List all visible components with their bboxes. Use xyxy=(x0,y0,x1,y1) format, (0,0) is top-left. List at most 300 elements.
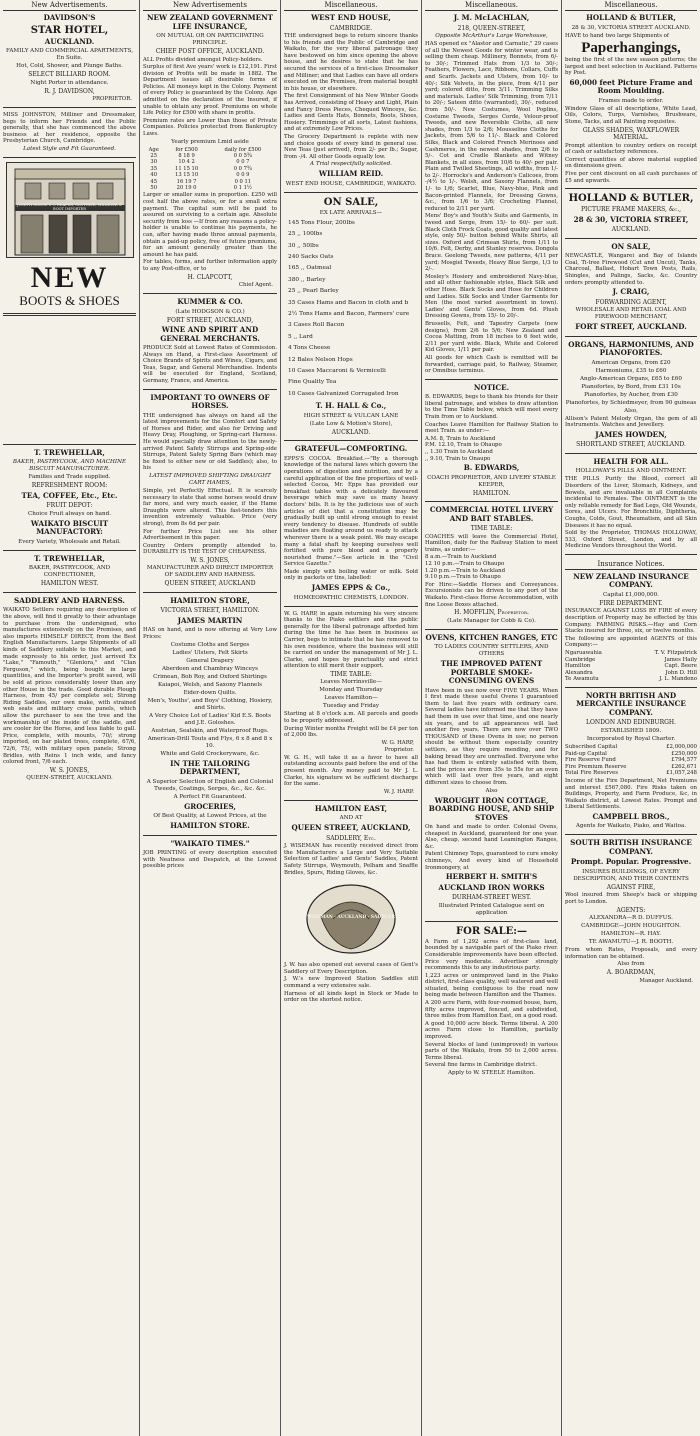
address: FORT STREET, AUCKLAND. xyxy=(575,322,687,332)
ad-body: Have been in use now over FIVE YEARS. When I first made these useful Ovens I guaranteed them to last five years with ordinary care. Several ladies have informed me that they have had them in use over that time, and one nearly six years, and to all appearances will last another five years. There are now over TWO THOUSAND of these Ovens in use; no person should be without them especially country settlers, as they require mending, and for baking bread they are unrivalled. Everyone who has had them is entirely satisfied with them, and the prices are from 35s to 55s for an oven which will last over five years, and eight different sizes to choose from. xyxy=(425,687,558,786)
west-end-house-ad xyxy=(284,14,418,188)
agent-town: Hamilton xyxy=(565,663,591,670)
saddlery-ad xyxy=(3,597,136,782)
ad-body: Wool insured from Sheep's back or shipping port to London. xyxy=(565,892,697,905)
harp-carrier-ad xyxy=(284,611,418,796)
signature: WILLIAM REID. xyxy=(318,169,384,179)
sale-list xyxy=(284,218,418,401)
agent-town: Alexandra xyxy=(565,669,593,676)
ad-body: MISS JOHNSTON, Milliner and Dressmaker, begs to inform her Friends and the Public generally, that she has commenced the above business at her residence, opposite the Presbyterian Church, Cambridge. xyxy=(3,112,136,145)
row-label: Subscribed Capital xyxy=(565,743,618,750)
ad-body: A good 10,000 acre block. Terms liberal. A 200 acres Farm close to Hamilton, partially improved. xyxy=(425,1020,558,1041)
ad-body: ALL Profits divided amongst Policy-holders. xyxy=(143,56,263,63)
holland-butler-ad-2 xyxy=(565,193,697,234)
signature-title: HOMŒOPATHIC CHEMISTS, LONDON. xyxy=(293,594,409,601)
place: LONDON AND EDINBURGH. xyxy=(585,719,677,727)
ad-body: J. W. has also opened out several cases of Gent's Saddlery of Every Description. xyxy=(284,962,418,975)
ad-body: HAS on hand, and is now offering at Very Low Prices: xyxy=(143,627,277,641)
list-item: Fine Quality Tea xyxy=(288,379,337,386)
list-item xyxy=(565,663,697,670)
address: 28 & 30, VICTORIA STREET AUCKLAND. xyxy=(571,24,691,31)
signature-title: (Late Manager for Cobb & Co). xyxy=(447,617,536,624)
ad-body: 1,223 acres or unimproved land in the Piako district, first-class quality, well watered and well situated, being contiguous to the road now being made between Hamilton and the Thames. xyxy=(425,972,558,999)
ad-body: Made simply with boiling water or milk. Sold only in packets or tins, labelled: xyxy=(284,568,418,582)
ad-body: Brussells, Felt, and Tapestry Carpets (new designs), from 2/6 to 5/6; New Zealand and Cocoa Matting, from 18 inches to 6 feet wide, 2/11 per yard wide. Black, White and Colored Kid Gloves, 1/11 per pair. xyxy=(425,320,558,354)
ad-tagline: A Trial respectfully solicited. xyxy=(310,161,392,168)
ad-title: ON SALE, xyxy=(323,196,379,208)
ad-sub: PICTURE FRAME MAKERS, &c., xyxy=(580,206,682,214)
list-item: American Organs, from £20 xyxy=(591,359,671,366)
signature: AUCKLAND IRON WORKS xyxy=(438,882,545,892)
address: Opposite McArthur's Large Warehouse, xyxy=(435,33,548,39)
list-item: Costume Cloths and Serges xyxy=(170,641,250,648)
list-item: Tuesday and Friday xyxy=(322,703,380,710)
list-item xyxy=(565,670,697,677)
signature: W. S. JONES, xyxy=(190,556,230,564)
on-sale-ad xyxy=(284,197,418,437)
table-cell: 0 0 5¾ xyxy=(233,153,252,160)
column-heading: Miscellaneous. xyxy=(565,0,697,11)
row-value: £250,000 xyxy=(671,750,697,757)
agent-town: Te Awamutu xyxy=(565,676,599,683)
list-item: 165 ,, Oatmeal xyxy=(288,265,332,272)
ad-body: The first Consignment of his New Winter Goods has Arrived, consisting of Heavy and Light, Plain and Fancy Dress Pieces, Chequed Winceys, &c. Ladies and Gents Hats, Bonnets, Boots, Shoes, Hosiery. Trimmings of all sorts, Latest fashions, and at extremely Low Prices. xyxy=(284,93,418,133)
list-item: A Superior Selection of English and Colonial Tweeds, Coatings, Serges, &c., &c. &c. xyxy=(146,778,274,792)
kummer-ad xyxy=(143,298,277,385)
ad-title: ORGANS, HARMONIUMS, AND PIANOFORTES. xyxy=(568,339,694,358)
ad-title: HOLLAND & BUTLER, xyxy=(568,193,694,205)
ad-body: J. W.'s new Improved Station Saddles still command a very extensive sale. xyxy=(284,976,418,989)
list-item: Crimean, Bob Roy, and Oxford Shirtings xyxy=(153,673,267,680)
list-item xyxy=(565,757,697,764)
ad-title: HAMILTON STORE, xyxy=(170,595,250,605)
table-cell: 50 xyxy=(150,185,158,192)
ad-title: NEW ZEALAND INSURANCE COMPANY. xyxy=(573,571,689,590)
address: 28 & 30, VICTORIA STREET, xyxy=(573,214,689,224)
rates-title: Yearly premium Lmid aside xyxy=(171,138,249,145)
ad-title: HEALTH FOR ALL. xyxy=(593,456,669,466)
list-item: Pianofortes, by Bord, from £31 10s xyxy=(581,383,681,390)
list-item: Eider-down Quilts. xyxy=(183,689,237,696)
ad-title: IMPORTANT TO OWNERS OF HORSES. xyxy=(150,392,270,411)
table-header: daily for £500 xyxy=(224,146,262,153)
ad-title: "WAIKATO TIMES." xyxy=(170,838,250,848)
ad-title: GRATEFUL—COMFORTING. xyxy=(294,444,408,454)
hotel-name: STAR HOTEL, xyxy=(30,24,109,36)
signature: JAMES HOWDEN, xyxy=(595,429,667,439)
list-item: 25 ,, Pearl Barley xyxy=(288,288,339,295)
list-item: American-Drill Touts and Flys, 6 x 8 and 8 x 10. xyxy=(147,735,273,749)
signature: A. BOARDMAN, xyxy=(606,969,656,977)
list-item: 12 Bales Nelson Hops xyxy=(288,356,353,363)
signature: H. CLAPCOTT, xyxy=(187,273,233,281)
ad-body: NEWCASTLE, Wangarei and Bay of Islands Coal, Ti-tree Firewood (Cut and Uncut), Tanks, Charcoal, Ballast, Hobart Town Posts, Rails, Shingles, and Palings, Sacks, &c. Country orders promptly attended to. xyxy=(565,253,697,286)
place: CAMBRIDGE. xyxy=(329,24,373,32)
ad-line: 60,000 feet Picture Frame and Room Moulding. xyxy=(569,77,693,96)
ad-line: Every Variety, Wholesale and Retail. xyxy=(18,538,121,545)
section-title: TIME TABLE: xyxy=(330,670,372,678)
address: QUEEN STREET, AUCKLAND, xyxy=(291,823,411,833)
signature-title: Manager Auckland. xyxy=(639,977,693,984)
list-item: Austrian, Sealskin, and Waterproof Rugs. xyxy=(151,727,269,734)
ad-body: For further Price List see his other Advertisement in this paper. xyxy=(143,528,277,542)
table-cell: 0 0 7 xyxy=(236,159,250,166)
table-cell: 16 19 7 xyxy=(176,178,197,185)
davidson-ad xyxy=(3,14,136,103)
ad-body: J. WISEMAN has recently received direct from the Manufacturers a Large and Very Suitable Selection of Ladies' and Gents' Saddles, Patent Safety Stirrups, Weymouth, Pelham and Snaffle Bridles, Spurs, Riding Gloves, &c. xyxy=(284,843,418,876)
ad-sub: TO LADIES COUNTRY SETTLERS, AND OTHERS xyxy=(434,644,549,658)
list-item: 25 ,, 100lbs xyxy=(288,231,323,238)
agent-name: James Haily xyxy=(664,656,697,663)
banner-boots-shoes: BOOTS & SHOES xyxy=(19,292,120,308)
ad-line: FAMILY AND COMMERCIAL APARTMENTS, En Suite. xyxy=(5,48,134,61)
address: HIGH STREET & VULCAN LANE xyxy=(303,412,399,419)
list-item: 4 Tons Cheese xyxy=(288,345,331,352)
list-item: General Drapery xyxy=(186,657,234,664)
holland-butler-ad xyxy=(565,14,697,184)
ad-title: COMMERCIAL HOTEL LIVERY AND BAIT STABLES. xyxy=(429,505,554,523)
list-item: 30 ,, 50lbs xyxy=(288,242,319,249)
johnston-ad xyxy=(3,112,136,153)
row-value: £1,057,248 xyxy=(666,770,697,777)
list-item: 240 Sacks Oats xyxy=(288,254,334,260)
table-cell: 0 0 7¾ xyxy=(233,165,252,172)
ad-title: J. M. McLACHLAN, xyxy=(453,13,530,22)
list-item: 3 Cases Roll Bacon xyxy=(288,322,345,329)
ad-body: Correct quantities of above material supplied on dimensions given. xyxy=(565,156,697,170)
signature: J. CRAIG, xyxy=(612,287,650,297)
ad-body: For tables, forms, and further information apply to any Post-office, or to xyxy=(143,259,277,272)
ad-title: T. TREWHELLAR, xyxy=(34,447,105,457)
nz-insurance-ad xyxy=(565,573,697,683)
ad-title: HAMILTON EAST, xyxy=(314,803,388,813)
ad-sub: Incorporated by Royal Charter. xyxy=(586,735,676,742)
ad-line: GLASS SHADES, WAXFLOWER MATERIAL. xyxy=(582,126,680,142)
list-item: 12 10 p.m.—Train to Ohaupo xyxy=(425,561,505,567)
ad-title: NEW ZEALAND GOVERNMENT LIFE INSURANCE, xyxy=(146,13,274,31)
commercial-hotel-ad xyxy=(425,506,558,625)
ad-title: KUMMER & CO. xyxy=(177,297,243,307)
list-item: Monday and Thursday xyxy=(319,687,383,694)
list-item: 9.10 p.m.—Train to Ohaupo xyxy=(425,574,501,581)
ad-office: CHIEF POST OFFICE, AUCKLAND. xyxy=(155,48,265,55)
table-cell: 30 xyxy=(150,159,158,166)
list-item: A.M. 8, Train to Auckland xyxy=(425,435,496,442)
ad-title: WROUGHT IRON COTTAGE, BOARDING HOUSE, AND SHIP STOVES xyxy=(428,795,555,822)
ad-sub: (Late HODGSON & CO.) xyxy=(175,308,245,315)
ad-body: JOB PRINTING of every description executed with Neatness and Despatch, at the Lowest possible prices xyxy=(143,850,277,870)
ad-body: Premium rates are Lower than those of Private Companies. Policies protected from Bankruptcy Laws. xyxy=(143,117,277,138)
ad-body: Starting at 8 o'clock a.m. All parcels and goods to be properly addressed. xyxy=(284,711,418,724)
ad-body: Prompt attention to country orders on receipt of cash or satisfactory references. xyxy=(565,142,697,156)
ad-body: HAVE to hand two large Shipments of xyxy=(565,32,669,39)
list-item: Ladies' Ulsters, Felt Skirts xyxy=(172,649,248,656)
ad-body: Sold by the Proprietor, THOMAS HOLLOWAY, 533, Oxford Street, London, and by all Medicine Vendors throughout the World. xyxy=(565,530,697,550)
address: 218, QUEEN-STREET, xyxy=(457,24,526,32)
signature: CAMPBELL BROS., xyxy=(592,811,670,821)
ad-title: HOLLAND & BUTLER, xyxy=(586,13,676,22)
ad-body: EPPS'S COCOA. Breakfast.—"By a thorough knowledge of the natural laws which govern the operations of digestion and nutrition, and by a careful application of the fine properties of well-selected Cocoa, Mr. Epps has provided our breakfast tables with a delicately flavoured beverage which may save us many heavy doctors' bills. It is by the judicious use of such articles of diet that a constitution may be gradually built up until strong enough to resist every tendency to disease. Hundreds of subtle maladies are floating around us ready to attack wherever there is a weak point. We may escape many a fatal shaft by keeping ourselves well fortified with pure blood and a properly nourished frame."—See article in the "Civil Service Gazette." xyxy=(284,455,418,568)
list-item xyxy=(565,770,697,777)
signature-title: Proprietor. xyxy=(384,746,414,753)
table-cell: 35 xyxy=(150,165,158,172)
ad-body: Larger or smaller sums in proportion. £250 will cost half the above rates, or for a small extra payment. The capital sum will be paid to assured on surviving to a certain age. Absolute security from loss —If from any reasons a policy-holder is unable to continue his payments, he can, after having made three annual payments, obtain a paid-up policy, free of future premiums, for an amount generally greater than the amount he has paid. xyxy=(143,192,277,258)
row-value: £262,671 xyxy=(671,763,697,770)
ad-body: From whom Rates, Proposals, and every information can be obtained. xyxy=(565,947,697,960)
list-item: Anglo-American Organs, £65 to £60 xyxy=(580,375,682,382)
ad-title: OVENS, KITCHEN RANGES, ETC xyxy=(425,632,558,642)
ad-title: T. TREWHELLAR, xyxy=(34,553,105,563)
ad-title: FOR SALE:— xyxy=(456,925,527,937)
ad-sub: Capital £1,000,000. xyxy=(603,591,659,598)
agent-name: John D. Hill xyxy=(665,669,697,676)
list-item: 2½ Tons Hams and Bacon, Farmers' cure xyxy=(288,311,410,318)
list-item: Of Best Quality, at Lowest Prices, at the xyxy=(153,813,267,820)
list-item: Harmoniums, £35 to £60 xyxy=(595,367,667,374)
row-value: £2,000,000 xyxy=(666,743,697,750)
ad-body: Several blocks of land (unimproved) in various parts of the Waikato, from 50 to 2,000 acres. Terms liberal. xyxy=(425,1041,558,1061)
list-item: Pianofortes, by Schiedmeyer, from 90 guineas xyxy=(565,399,697,406)
wiseman-saddlery-ad xyxy=(284,805,418,1004)
list-item: 10 Cases Galvanized Corrugated Iron xyxy=(288,390,399,397)
ad-body: The following are appointed AGENTS of this Company:— xyxy=(565,635,697,649)
table-cell: 25 xyxy=(150,153,158,160)
ad-title: NOTICE. xyxy=(473,382,510,392)
building-caption: JOSEPH HODGE'S — DRAPER, CLOTHIER, MILLINER & BOOT IMPORTER xyxy=(17,202,122,211)
ad-body: Coaches Leave Hamilton for Railway Station to meet Train. as under:— xyxy=(425,421,558,435)
saddle-caption: WISEMAN · AUCKLAND · SADDLER xyxy=(306,915,396,921)
ad-body: THE undersigned begs to return sincere thanks to his friends and the Public of Cambridge and Waikato, for the very liberal patronage they have bestowed on him since opening the above house, and he desires to state that he has secured the services of a first-class Dressmaker and Milliner; and that Ladies can have all orders executed on the Premises, from material bought in his house, or elsewhere. xyxy=(284,33,418,92)
agent-town: Ngaruawahia xyxy=(565,649,602,656)
list-item: HAMILTON—R. HAY. xyxy=(600,931,662,938)
column-4 xyxy=(422,0,562,1436)
list-item: 35 Cases Hams and Bacon in cloth and b xyxy=(288,299,409,306)
table-cell: 8 18 9 xyxy=(178,153,195,160)
place: AUCKLAND. xyxy=(611,226,651,234)
table-header: for £500 xyxy=(175,146,198,153)
ad-highlight: LATEST IMPROVED SHIFTING DRAUGHT CART HAMES, xyxy=(149,473,271,486)
ad-trade: BAKER, PASTRYCOOK, AND CONFECTIONER, xyxy=(28,565,111,579)
storefront-illustration xyxy=(6,162,134,258)
table-cell: 10 4 2 xyxy=(178,159,195,166)
ad-body: Allison's Patent Melody Organ, the gem of all Instruments. Watches and Jewellery. xyxy=(565,415,697,429)
ad-body: WAIKATO Settlers requiring any description of the above, will find it greatly to their advantage to purchase from the undersigned, who manufactures extensively on the Premises, and also imports HIMSELF DIRECT, from the Best English Manufacturers. Large Shipments of all kinds of Saddlery suitable to this Market, and made expressly to his order, just arrived Ex "Lake," "Famouth," "Glenlora," and "Clan Ferguson," which, being bought in large quantities, and the Importer's profit saved, will be sold at prices considerably lower than any other House in the trade. Good durable Plough Harness, from 45/ per complete set; Strong Riding Saddles, our own make, with strained web seats and military cross panels, which allow the purchaser to see the tree and the workmanship of the inside of the saddle, and are cooler for the Horse, and less liable to gall. Price, complete, with mounts, 70/; strong imported, on bar plated trees, complete, 67/6, 72/6, 75/, with military open panels; Strong Bridles, with Reins 1 inch wide, and fancy colored front, 7/6 each. xyxy=(3,607,136,766)
column-1 xyxy=(0,0,140,1436)
list-item: TE AWAMUTU—J. R. BOOTH. xyxy=(588,939,674,946)
ad-body: Country Orders promptly attended to. DURABILITY IS THE TEST OF CHEAPNESS. xyxy=(143,542,277,556)
trewhellar-ad xyxy=(3,449,136,546)
ad-line: Frames made to order. xyxy=(598,97,664,104)
agent-name: T. V. Fitzpatrick xyxy=(654,649,697,656)
craig-coal-ad xyxy=(565,243,697,332)
proprietor: JAMES MARTIN xyxy=(177,615,243,625)
for-sale-ad xyxy=(425,926,558,1077)
signature-title: Agents for Waikato, Piako, and Waitoa. xyxy=(575,823,687,830)
list-item: Leaves Hamilton— xyxy=(324,695,378,702)
list-item: P.M. 12.10, Train to Ohaupo xyxy=(425,442,502,449)
list-item: 5 ,, Lard xyxy=(288,333,313,340)
ad-trade: MANUFACTURER AND DIRECT IMPORTER OF SADDLERY AND HARNESS. xyxy=(146,565,274,579)
list-item xyxy=(565,650,697,657)
ad-body: Harness of all kinds kept in Stock or Made to order on the shortest notice. xyxy=(284,990,418,1004)
agent-name: Capt. Beere xyxy=(664,663,697,670)
boots-banner xyxy=(3,260,136,308)
list-item: White and Gold Crockeryware, &c. xyxy=(160,750,260,757)
ad-tagline: Latest Style and Fit Guaranteed. xyxy=(23,145,116,152)
trewhellar-ad-2 xyxy=(3,555,136,588)
list-item: Kaiapoi, Welsh, and Saxony Flannels xyxy=(157,681,263,688)
ad-body: being the first of the new season patterns; the largest and best selection in Auckland. Patterns by Post. xyxy=(565,57,697,77)
signature: W. J. HARP. xyxy=(383,788,414,795)
horses-ad xyxy=(143,394,277,588)
column-heading: Miscellaneous. xyxy=(425,0,558,11)
signature: W. S. JONES, xyxy=(49,766,90,774)
section-title: HAMILTON STORE. xyxy=(170,821,250,831)
ovens-ad xyxy=(425,634,558,917)
section-title: GROCERIES, xyxy=(184,801,236,811)
table-cell: 40 xyxy=(150,172,158,179)
signature: H. MOFFLIN, Proprietor. xyxy=(454,609,529,617)
ad-body: On hand and made to order. Colonial Ovens, cheapest in Auckland, guaranteed for one year. Also, cheap, second hand Leamington Ranges, &c. xyxy=(425,824,558,850)
list-item: Aberdeen and Chambray Winceys xyxy=(161,665,259,672)
address: DURHAM-STREET WEST. xyxy=(451,894,532,902)
signature: Apply to W. STEELE Hamilton. xyxy=(447,1070,536,1076)
ad-body: Mens' Boy's and Youth's Suits and Garments, in tweed and Serge, from 15/- to 60/- per suit. Black Cloth Frock Coats, good quality and latest style, only 50/- button behind White Shirts, all sizes. Oxford and Crimean Shirts, from 1/11 to 10/6. Felt, Derby, and Stanley reserves. Dongola Brace. Geelong Tweeds, new patterns, 4/11 per yard; Mosgiel Tweeds, Heavy Blue Serge, 1/3 to 2/-. xyxy=(425,213,558,273)
list-item: 380 ,, Barley xyxy=(288,276,326,283)
ad-body: Mosley's Hosiery and embroidered Navy-blue, and all other fashionable styles, Black Silk and other Hose. Black Socks and Hose for Children and Ladies. Silk Socks and Under Garments for Men (the most varied assortment in town). Ladies' and Gents' Gloves, from 6d. Plush Dressing Gowns, from 15/- to 20/-. xyxy=(425,273,558,320)
table-cell: 11 15 10 xyxy=(175,165,199,172)
list-item: 8 a.m.—Train to Auckland xyxy=(425,554,497,561)
list-item xyxy=(565,657,697,664)
agent-name: J. L. Mandeno xyxy=(659,676,697,683)
row-label: Fire Premium Reserve xyxy=(565,763,627,770)
ad-body: B. EDWARDS, begs to thank his friends for their liberal patronage, and wishes to draw attention to the Time Table below, which will meet every Train from or to Auckland. xyxy=(425,394,558,420)
table-cell: 0 0 9 xyxy=(236,172,250,179)
list-item: ,, 9.10, Train to Onaupo xyxy=(425,455,491,462)
ad-body: Five per cent discount on all cash purchases of £5 and upwards. xyxy=(565,171,697,184)
table-cell: 0 1 1½ xyxy=(233,185,252,192)
ad-body: THE undersigned has always on hand all the latest improvements for the Comfort and Safety of Horses and Rider, and also for Driving and Heavy Dray, Ploughing, or Spring-cart Harness. He would specially draw attention to the newly-arrived Patent Safety Stirrups and Spring-side Stirrups, Patent Safety Spring Bars (which may be fixed to either new or old Saddles); also, to his xyxy=(143,412,277,472)
ad-body: INSURANCE AGAINST LOSS BY FIRE of every description of Property may be effected by this Company. FARMING RISKS.—Hay and Corn Stacks insured for three, six, or twelve months. xyxy=(565,608,697,635)
ad-body: Surplus of first Ave years' work is £12,191. First division of Profits will be made in 1882. The Department issues all desirable forms of Policies. All moneys kept in the Colony. Payment of every Policy is guaranteed by the Colony. Age admitted on the declaration of the Insured, if unable to obtain any proof. Premiums on whole Life Policy for £500 with share in profits. xyxy=(143,64,277,117)
signature: T. H. HALL & Co., xyxy=(315,401,387,411)
address: WEST END HOUSE, CAMBRIDGE, WAIKATO. xyxy=(285,180,417,187)
ad-body: Income of the Fire Department, Net Premiums and interest £567,080. Fire Risks taken on Buildings, Property, and Farm Produce, &c, in Waikato district, at Lowest Rates. Prompt and Liberal Settlements. xyxy=(565,777,697,811)
ad-body: PRODUCE Sold at Lowest Rates of Commission. Always on Hand, a First-class Assortment of Choice Brands of Spirits and Wines, Cigars, and Teas, Sugar, and General Merchandise. Indents will be executed for England, Scotland, Germany, France, and America. xyxy=(143,345,277,385)
signature: JAMES EPPS & Co., xyxy=(311,583,391,593)
row-label: Fire Reserve Fund xyxy=(565,757,616,764)
edwards-notice-ad xyxy=(425,384,558,497)
table-cell: 45 xyxy=(150,178,158,185)
ad-body: A Farm of 1,292 acres of first-class land, bounded by a navigable part of the Piako river. Considerable improvements have been effected. Price very moderate. Advertiser strongly recommends this to any industrious party. xyxy=(425,938,558,972)
place: AUCKLAND. xyxy=(331,428,371,436)
place: HAMILTON. xyxy=(472,489,511,497)
list-item: CAMBRIDGE—JOHN HOUGHTON. xyxy=(581,923,681,930)
list-item xyxy=(565,744,697,751)
list-item: Leaves Morrinsville— xyxy=(320,679,382,686)
ad-sub: FORWARDING AGENT, xyxy=(595,298,667,306)
table-cell: 13 15 10 xyxy=(175,172,199,179)
signature-title: Chief Agent. xyxy=(238,282,273,289)
signature: B. EDWARDS, xyxy=(463,463,520,473)
hamilton-store-ad xyxy=(143,597,277,831)
section-title: IN THE TAILORING DEPARTMENT, xyxy=(170,758,250,777)
ad-title: SOUTH BRITISH INSURANCE COMPANY. xyxy=(570,838,692,856)
ad-body: During Winter months Freight will be £4 per ton of 2,000 lbs. xyxy=(284,725,418,739)
ad-tagline: Prompt. Popular. Progressive. xyxy=(570,857,692,867)
ad-line: Also, xyxy=(624,407,638,414)
row-label: Paid-up Capital xyxy=(565,750,607,757)
table-header: Age xyxy=(148,146,159,153)
ad-line: REFRESHMENT ROOM: xyxy=(31,482,108,490)
table-row xyxy=(143,185,277,191)
row-value: £794,577 xyxy=(671,757,697,764)
section-title: FIRE DEPARTMENT. xyxy=(599,599,663,607)
table-cell: 20 19 0 xyxy=(176,185,197,192)
signature: W. G. HARP, xyxy=(381,739,414,746)
agent-town: Cambridge xyxy=(565,656,596,663)
column-3 xyxy=(281,0,422,1436)
ad-sub: AND AT xyxy=(339,815,363,822)
premium-table xyxy=(143,147,277,192)
ad-body: W. G. HARP, in again returning his very sincere thanks to the Piako settlers and the public generally for the liberal patronage afforded him during the time he has been in business as Carrier, begs to intimate that he has removed to his own residence, where the business will still be carried on under the management of Mr J. L. Clarke, and hopes by punctuality and strict attention to still merit their support. xyxy=(284,610,418,670)
list-item xyxy=(565,751,697,758)
list-item xyxy=(565,676,697,683)
ad-body: All goods for which Cash is remitted will be forwarded, carriage paid, to Railway, Steamer, or Omnibus terminus. xyxy=(425,354,558,375)
list-item: 1.20 p.m.—Train to Auckland xyxy=(425,567,506,574)
ad-trade: WINE AND SPIRIT AND GENERAL MERCHANTS. xyxy=(160,325,260,343)
ad-line: Hot, Cold, Shower, and Plunge Baths. xyxy=(16,63,123,69)
ad-body: The Grocery Department is replete with new and choice goods of every kind in general use. New Teas (just arrived), from 2/- per lb.; Sugar, from -/4. All other Goods equally low. xyxy=(284,133,418,160)
saddle-illustration xyxy=(301,879,401,959)
signature: R. J. DAVIDSON, xyxy=(44,87,95,95)
south-british-ad xyxy=(565,839,697,984)
address: SHORTLAND STREET, AUCKLAND. xyxy=(576,441,686,449)
mclachlan-ad xyxy=(425,14,558,375)
list-item: 145 Tons Flour, 200lbs xyxy=(288,219,355,226)
ad-line: WAIKATO BISCUIT MANUFACTORY: xyxy=(30,518,109,537)
section-title: AGENTS: xyxy=(616,906,646,914)
ad-title: WEST END HOUSE, xyxy=(311,13,391,22)
ad-body: A 200 acre Farm, with four-roomed house, barn, fifty acres improved, fenced, and subdivided, three miles from Hamilton East, on a good road. xyxy=(425,1000,558,1020)
ad-line: Illustrated Printed Catalogue sent on application xyxy=(438,902,545,916)
place: HAMILTON WEST. xyxy=(40,580,99,588)
list-item xyxy=(565,764,697,771)
waikato-times-ad xyxy=(143,840,277,870)
ad-body: Window Glass of all descriptions, White Lead, Oils, Colors, Turps, Varnishes, Brushware, Stone, Tacks, and all Painting requisites. xyxy=(565,105,697,126)
section-title: TIME TABLE: xyxy=(470,525,513,533)
ad-title: SADDLERY AND HARNESS. xyxy=(14,595,125,605)
holloway-ad xyxy=(565,458,697,550)
signature-title: PROPRIETOR. xyxy=(92,96,132,102)
ad-line: Choice Fruit always on hand. xyxy=(28,510,111,517)
ad-title: NORTH BRITISH AND MERCANTILE INSURANCE COMPANY. xyxy=(576,690,686,717)
column-5 xyxy=(562,0,700,1436)
place: AUCKLAND. xyxy=(44,36,95,46)
ad-body: Simple, yet Perfectly Effectual. It is scarcely necessary to state that some horses would draw far more, and very much easier, if the Hame Draughts were altered. This fast-tenders this invention extremely valuable. Price (very strong), from 8s 6d per pair. xyxy=(143,488,277,527)
ad-line: INSURES BUILDINGS, OF EVERY DESCRIPTION, AND THEIR CONTENTS xyxy=(573,868,689,882)
ad-body: COACHES will leave the Commercial Hotel, Hamilton, daily for the Railway Station to meet trains, as under:— xyxy=(425,533,558,553)
ad-body: HAS opened ex "Alastor and Carnatic," 29 cases of all the Newest Goods for winter wear, and is selling them cheap. Millinery, Bonnets, from 6/- to 30/-; Trimmed Hats from 1/3 to 30/-; Feathers, Flowers, Lace, Ribbons, Collars, Cuffs and Scarfs. Jackets and Ulsters, from 10/- to 40/-; Silk Velvets, in the piece, from 4/11 per yard; colored ditto, from 3/11. Trimming Silks and materials. Ladies' Silk Trimming, from 7/11 to 20/-; Sateen ditto (warranted), 30/-, reduced from 50/-. New Costumes, Wool Poplins, Costume Tweeds, Serges Corde, Velour-proof Tweeds, and new Reversible Cloths, all new shades, from 1/3 to 2/6; Mousseline Cloths for Jackets, from 5/6 to 11/-. Black and Colored Silks, Black and Colored French Merinoes and Cashmeres, in the newest shades, from 2/6 to 5/-. Cot and Cradle Blankets and Witney Blankets, in all sizes, from 10/6 to 40/- per pair. Plain and Twilled Sheetings, all widths, from 1/- to 2/-. Horrocks's and Anderson's Calicoes, from -/4½ to 1/-. Welsh, and Saxony Flannels, from 1/- to 1/6; Scarlet, Blue, Navy-blue, Pink and Bacon-printed Flannels, for Dressing Gowns, &c., from 1/6 to 3/6; Crocheting Flannel, reduced to 2/11 per yard. xyxy=(425,41,558,212)
ad-sub: ESTABLISHED 1809. xyxy=(600,727,662,734)
ad-trade: WHOLESALE AND RETAIL COAL AND FIREWOOD MERCHANT, xyxy=(575,307,687,321)
ad-body: W. G. H., will take it as a favor to have all outstanding accounts paid before the end of the present month. Any money paid to Mr J. L. Clarke, his signature wi be sufficient discharge for the same. xyxy=(284,754,418,788)
ad-line: SELECT BILLIARD ROOM. xyxy=(28,71,111,78)
list-item: ALEXANDRA—R D. DUFFUS. xyxy=(589,915,673,922)
organs-ad xyxy=(565,341,697,449)
ad-line: Also from xyxy=(617,961,645,968)
list-item: A Perfect Fit Guaranteed. xyxy=(173,793,247,800)
